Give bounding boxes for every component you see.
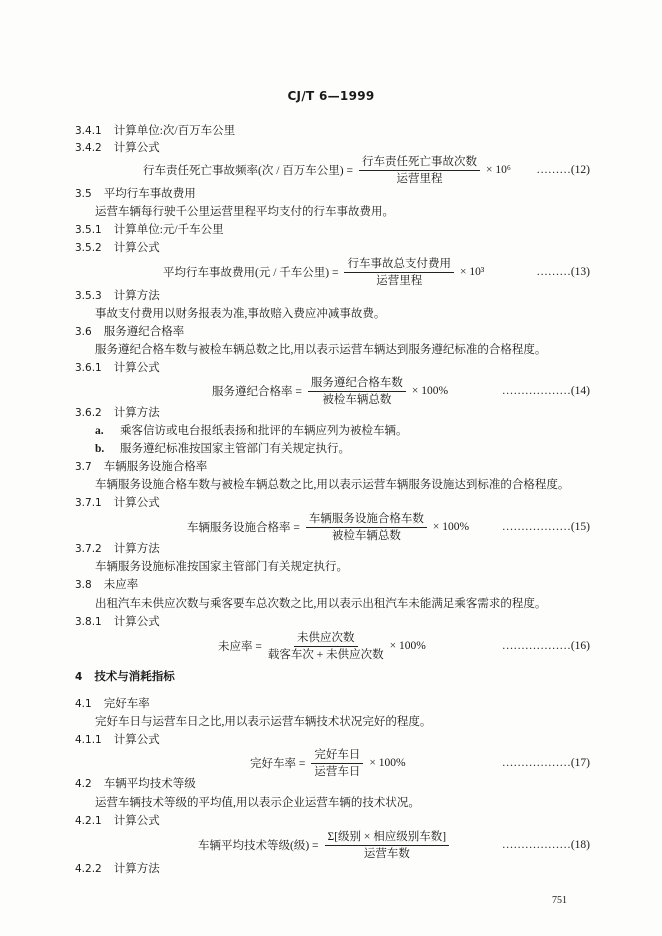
clause-3-5 [75,186,196,202]
clause-3-5-2 [75,240,160,256]
formula-denominator: 载客车次 + 未供应次数 [267,648,384,661]
list-item [95,441,350,457]
clause-4-2 [75,776,196,792]
formula-number-12: ………(12) [536,164,590,176]
clause-number: 4.1 [75,698,92,710]
clause-number: 4.2.2 [75,863,102,875]
clause-title: 计算公式 [113,616,160,628]
clause-title: 计算公式 [113,362,160,374]
formula-numerator: Σ[级别 × 相应级别车数] [325,830,450,846]
formula-number-15: ………………(15) [501,521,590,533]
formula-denominator: 被检车辆总数 [322,393,392,406]
clause-title: 计算单位:次/百万车公里 [113,125,236,137]
formula-lhs: 车辆平均技术等级(级) = [198,840,319,852]
formula-factor: × 10⁶ [485,164,511,176]
formula-lhs: 车辆服务设施合格率 = [187,522,300,534]
clause-3-4-1 [75,123,235,139]
formula-denominator: 运营里程 [376,274,423,287]
formula-factor: × 100% [369,757,406,769]
paragraph: 事故支付费用以财务报表为准,事故赔入费应冲减事故费。 [95,308,386,320]
formula-12 [143,153,511,187]
clause-3-6-2 [75,405,160,421]
clause-3-8 [75,577,138,593]
clause-title: 平均行车事故费用 [103,188,196,200]
clause-number: 4.1.1 [75,734,102,746]
clause-number: 3.7.2 [75,543,102,555]
clause-4-2-1 [75,813,160,829]
clause-3-8-1 [75,614,160,630]
list-item-text: 服务遵纪标准按国家主管部门有关规定执行。 [120,443,350,455]
paragraph: 车辆服务设施合格车数与被检车辆总数之比,用以表示运营车辆服务设施达到标准的合格程度。 [95,479,570,491]
clause-number: 3.6.1 [75,362,102,374]
page-header-standard-code: CJ/T 6—1999 [287,89,375,103]
formula-15 [187,510,469,544]
formula-lhs: 未应率 = [218,641,262,653]
clause-title: 计算方法 [113,543,160,555]
formula-number-16: ………………(16) [501,640,590,652]
formula-number-18: ………………(18) [501,839,590,851]
list-item [95,423,408,439]
formula-fraction [311,748,363,779]
formula-factor: × 10³ [459,266,485,278]
paragraph: 运营车辆每行驶千公里运营里程平均支付的行车事故费用。 [95,206,394,218]
clause-4-1-1 [75,732,160,748]
formula-numerator: 车辆服务设施合格车数 [306,512,427,528]
section-4-heading [75,668,175,684]
clause-3-6-1 [75,360,160,376]
clause-number: 3.4.1 [75,125,102,137]
clause-4-2-2 [75,861,160,877]
formula-lhs: 服务遵纪合格率 = [212,386,302,398]
section-title: 技术与消耗指标 [94,669,175,683]
formula-number-13: ………(13) [536,266,590,278]
clause-number: 3.5 [75,188,92,200]
formula-number-17: ………………(17) [501,757,590,769]
clause-number: 3.7.1 [75,497,102,509]
clause-number: 4 [75,671,83,683]
clause-title: 计算单位:元/千车公里 [113,224,224,236]
formula-fraction [325,830,450,861]
clause-number: 3.6.2 [75,407,102,419]
clause-number: 4.2 [75,778,92,790]
clause-3-7 [75,459,207,475]
clause-title: 服务遵纪合格率 [103,326,185,338]
paragraph: 车辆服务设施标准按国家主管部门有关规定执行。 [95,561,348,573]
formula-numerator: 未供应次数 [294,631,358,647]
formula-numerator: 服务遵纪合格车数 [308,376,406,392]
formula-denominator: 运营车日 [314,765,361,778]
clause-title: 计算公式 [113,497,160,509]
formula-factor: × 100% [411,385,449,397]
formula-fraction [268,631,384,662]
clause-title: 计算方法 [113,863,160,875]
clause-title: 计算公式 [113,815,160,827]
clause-title: 车辆平均技术等级 [103,778,196,790]
formula-14 [212,374,448,408]
clause-number: 3.5.2 [75,242,102,254]
formula-factor: × 100% [389,640,426,652]
clause-title: 计算公式 [113,242,160,254]
formula-lhs: 行车责任死亡事故频率(次 / 百万车公里) = [143,165,353,177]
formula-13 [163,255,484,289]
formula-numerator: 行车责任死亡事故次数 [359,155,480,171]
clause-3-7-1 [75,495,160,511]
clause-title: 计算公式 [113,734,160,746]
paragraph: 运营车辆技术等级的平均值,用以表示企业运营车辆的技术状况。 [95,797,420,809]
formula-denominator: 被检车辆总数 [331,529,401,542]
list-item-text: 乘客信访或电台报纸表扬和批评的车辆应列为被检车辆。 [120,425,408,437]
formula-fraction [306,512,427,543]
page-number: 751 [552,895,567,906]
clause-number: 3.5.1 [75,224,102,236]
clause-number: 3.8 [75,579,92,591]
formula-factor: × 100% [432,521,470,533]
clause-title: 计算方法 [113,290,160,302]
formula-fraction [308,376,406,407]
clause-3-7-2 [75,541,160,557]
clause-title: 计算公式 [113,142,160,154]
formula-lhs: 平均行车事故费用(元 / 千车公里) = [163,267,339,279]
clause-title: 完好车率 [103,698,150,710]
clause-number: 3.8.1 [75,616,102,628]
clause-title: 计算方法 [113,407,160,419]
formula-fraction [344,257,454,288]
formula-18 [198,828,455,862]
list-marker: a. [95,425,104,437]
clause-number: 3.6 [75,326,92,338]
formula-lhs: 完好车率 = [250,758,306,770]
formula-fraction [359,155,480,186]
clause-title: 未应率 [103,579,139,591]
clause-4-1 [75,696,150,712]
formula-number-14: ………………(14) [501,385,590,397]
clause-3-5-3 [75,288,160,304]
formula-denominator: 运营车数 [363,847,410,860]
clause-3-5-1 [75,222,224,238]
formula-numerator: 完好车日 [311,748,363,764]
clause-number: 3.4.2 [75,142,102,154]
formula-17 [250,746,406,780]
formula-16 [218,629,426,663]
paragraph: 出租汽车未供应次数与乘客要车总次数之比,用以表示出租汽车未能满足乘客需求的程度。 [95,598,547,610]
clause-number: 3.7 [75,461,92,473]
clause-number: 3.5.3 [75,290,102,302]
formula-numerator: 行车事故总支付费用 [344,257,454,273]
paragraph: 服务遵纪合格车数与被检车辆总数之比,用以表示运营车辆达到服务遵纪标准的合格程度。 [95,344,547,356]
clause-number: 4.2.1 [75,815,102,827]
clause-title: 车辆服务设施合格率 [103,461,208,473]
paragraph: 完好车日与运营车日之比,用以表示运营车辆技术状况完好的程度。 [95,716,432,728]
clause-3-6 [75,324,184,340]
list-marker: b. [95,443,105,455]
formula-denominator: 运营里程 [396,172,443,185]
